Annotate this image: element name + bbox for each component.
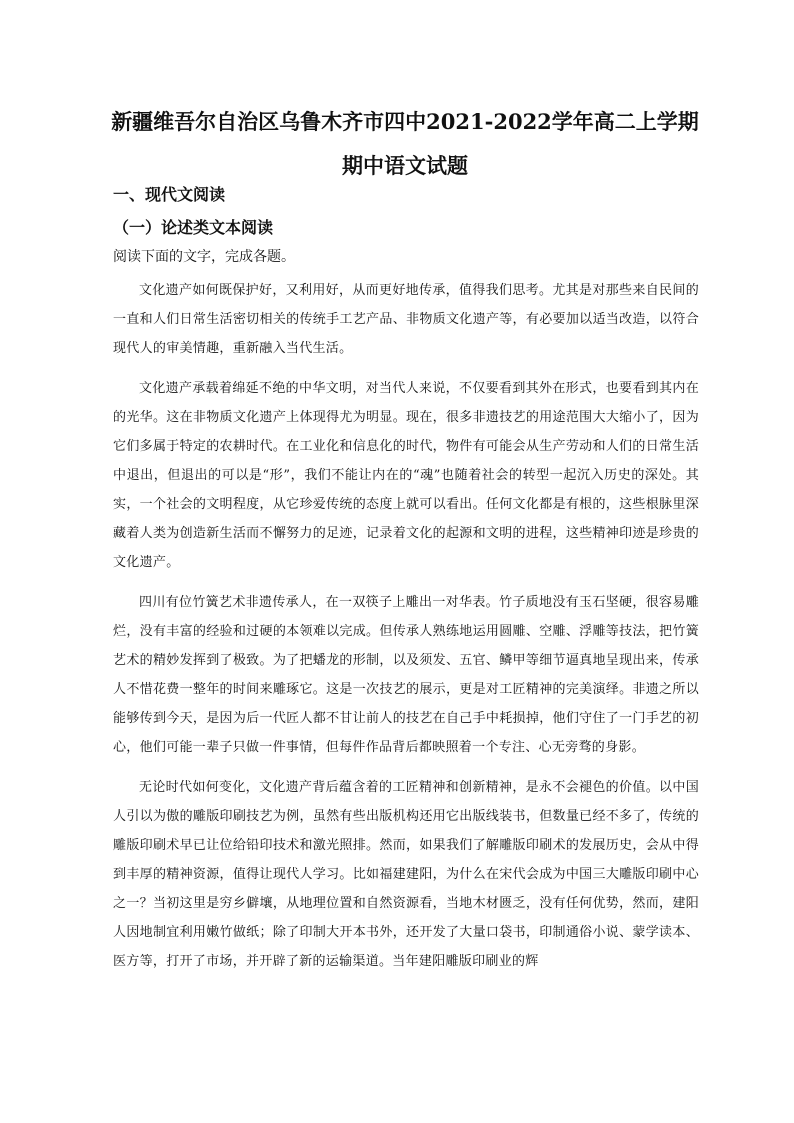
section-heading: 一、现代文阅读 [113, 185, 226, 204]
passage-body [113, 276, 699, 987]
passage-paragraph: 无论时代如何变化，文化遗产背后蕴含着的工匠精神和创新精神，是永不会褪色的价值。以中国人引以为傲的雕版印刷技艺为例，虽然有些出版机构还用它出版线装书，但数量已经不多了，传统的雕版印刷术早已让位给铅印技术和激光照排。然而，如果我们了解雕版印刷术的发展历史，会从中得到丰厚的精神资源，值得让现代人学习。比如福建建阳，为什么在宋代会成为中国三大雕版印刷中心之一？当初这里是穷乡僻壤，从地理位置和自然资源看，当地木材匮乏，没有任何优势，然而，建阳人因地制宜利用嫩竹做纸；除了印制大开本书外，还开发了大量口袋书，印制通俗小说、蒙学读本、医方等，打开了市场，并开辟了新的运输渠道。当年建阳雕版印刷业的辉 [113, 780, 699, 969]
subsection-heading: （一）论述类文本阅读 [113, 218, 274, 237]
instruction-text: 阅读下面的文字，完成各题。 [113, 249, 295, 265]
passage-paragraph: 文化遗产承载着绵延不绝的中华文明，对当代人来说，不仅要看到其外在形式，也要看到其内在的光华。这在非物质文化遗产上体现得尤为明显。现在，很多非遗技艺的用途范围大大缩小了，因为它们多属于特定的农耕时代。在工业化和信息化的时代，物件有可能会从生产劳动和人们的日常生活中退出，但退出的可以是“形”，我们不能让内在的“魂”也随着社会的转型一起沉入历史的深处。其实，一个社会的文明程度，从它珍爱传统的态度上就可以看出。任何文化都是有根的，这些根脉里深藏着人类为创造新生活而不懈努力的足迹，记录着文化的起源和文明的进程，这些精神印迹是珍贵的文化遗产。 [113, 381, 699, 570]
document-title: 新疆维吾尔自治区乌鲁木齐市四中2021-2022学年高二上学期期中语文试题 [111, 109, 699, 178]
passage-paragraph: 文化遗产如何既保护好，又利用好，从而更好地传承，值得我们思考。尤其是对那些来自民间的一直和人们日常生活密切相关的传统手工艺产品、非物质文化遗产等，有必要加以适当改造，以符合现代人的审美情趣，重新融入当代生活。 [113, 283, 699, 356]
passage-paragraph: 四川有位竹簧艺术非遗传承人，在一双筷子上雕出一对华表。竹子质地没有玉石坚硬，很容易雕烂，没有丰富的经验和过硬的本领难以完成。但传承人熟练地运用圆雕、空雕、浮雕等技法，把竹簧艺术的精妙发挥到了极致。为了把蟠龙的形制，以及须发、五官、鳞甲等细节逼真地呈现出来，传承人不惜花费一整年的时间来雕琢它。这是一次技艺的展示，更是对工匠精神的完美演绎。非遗之所以能够传到今天，是因为后一代匠人都不甘让前人的技艺在自己手中耗损掉，他们守住了一门手艺的初心，他们可能一辈子只做一件事情，但每件作品背后都映照着一个专注、心无旁骛的身影。 [113, 595, 699, 755]
